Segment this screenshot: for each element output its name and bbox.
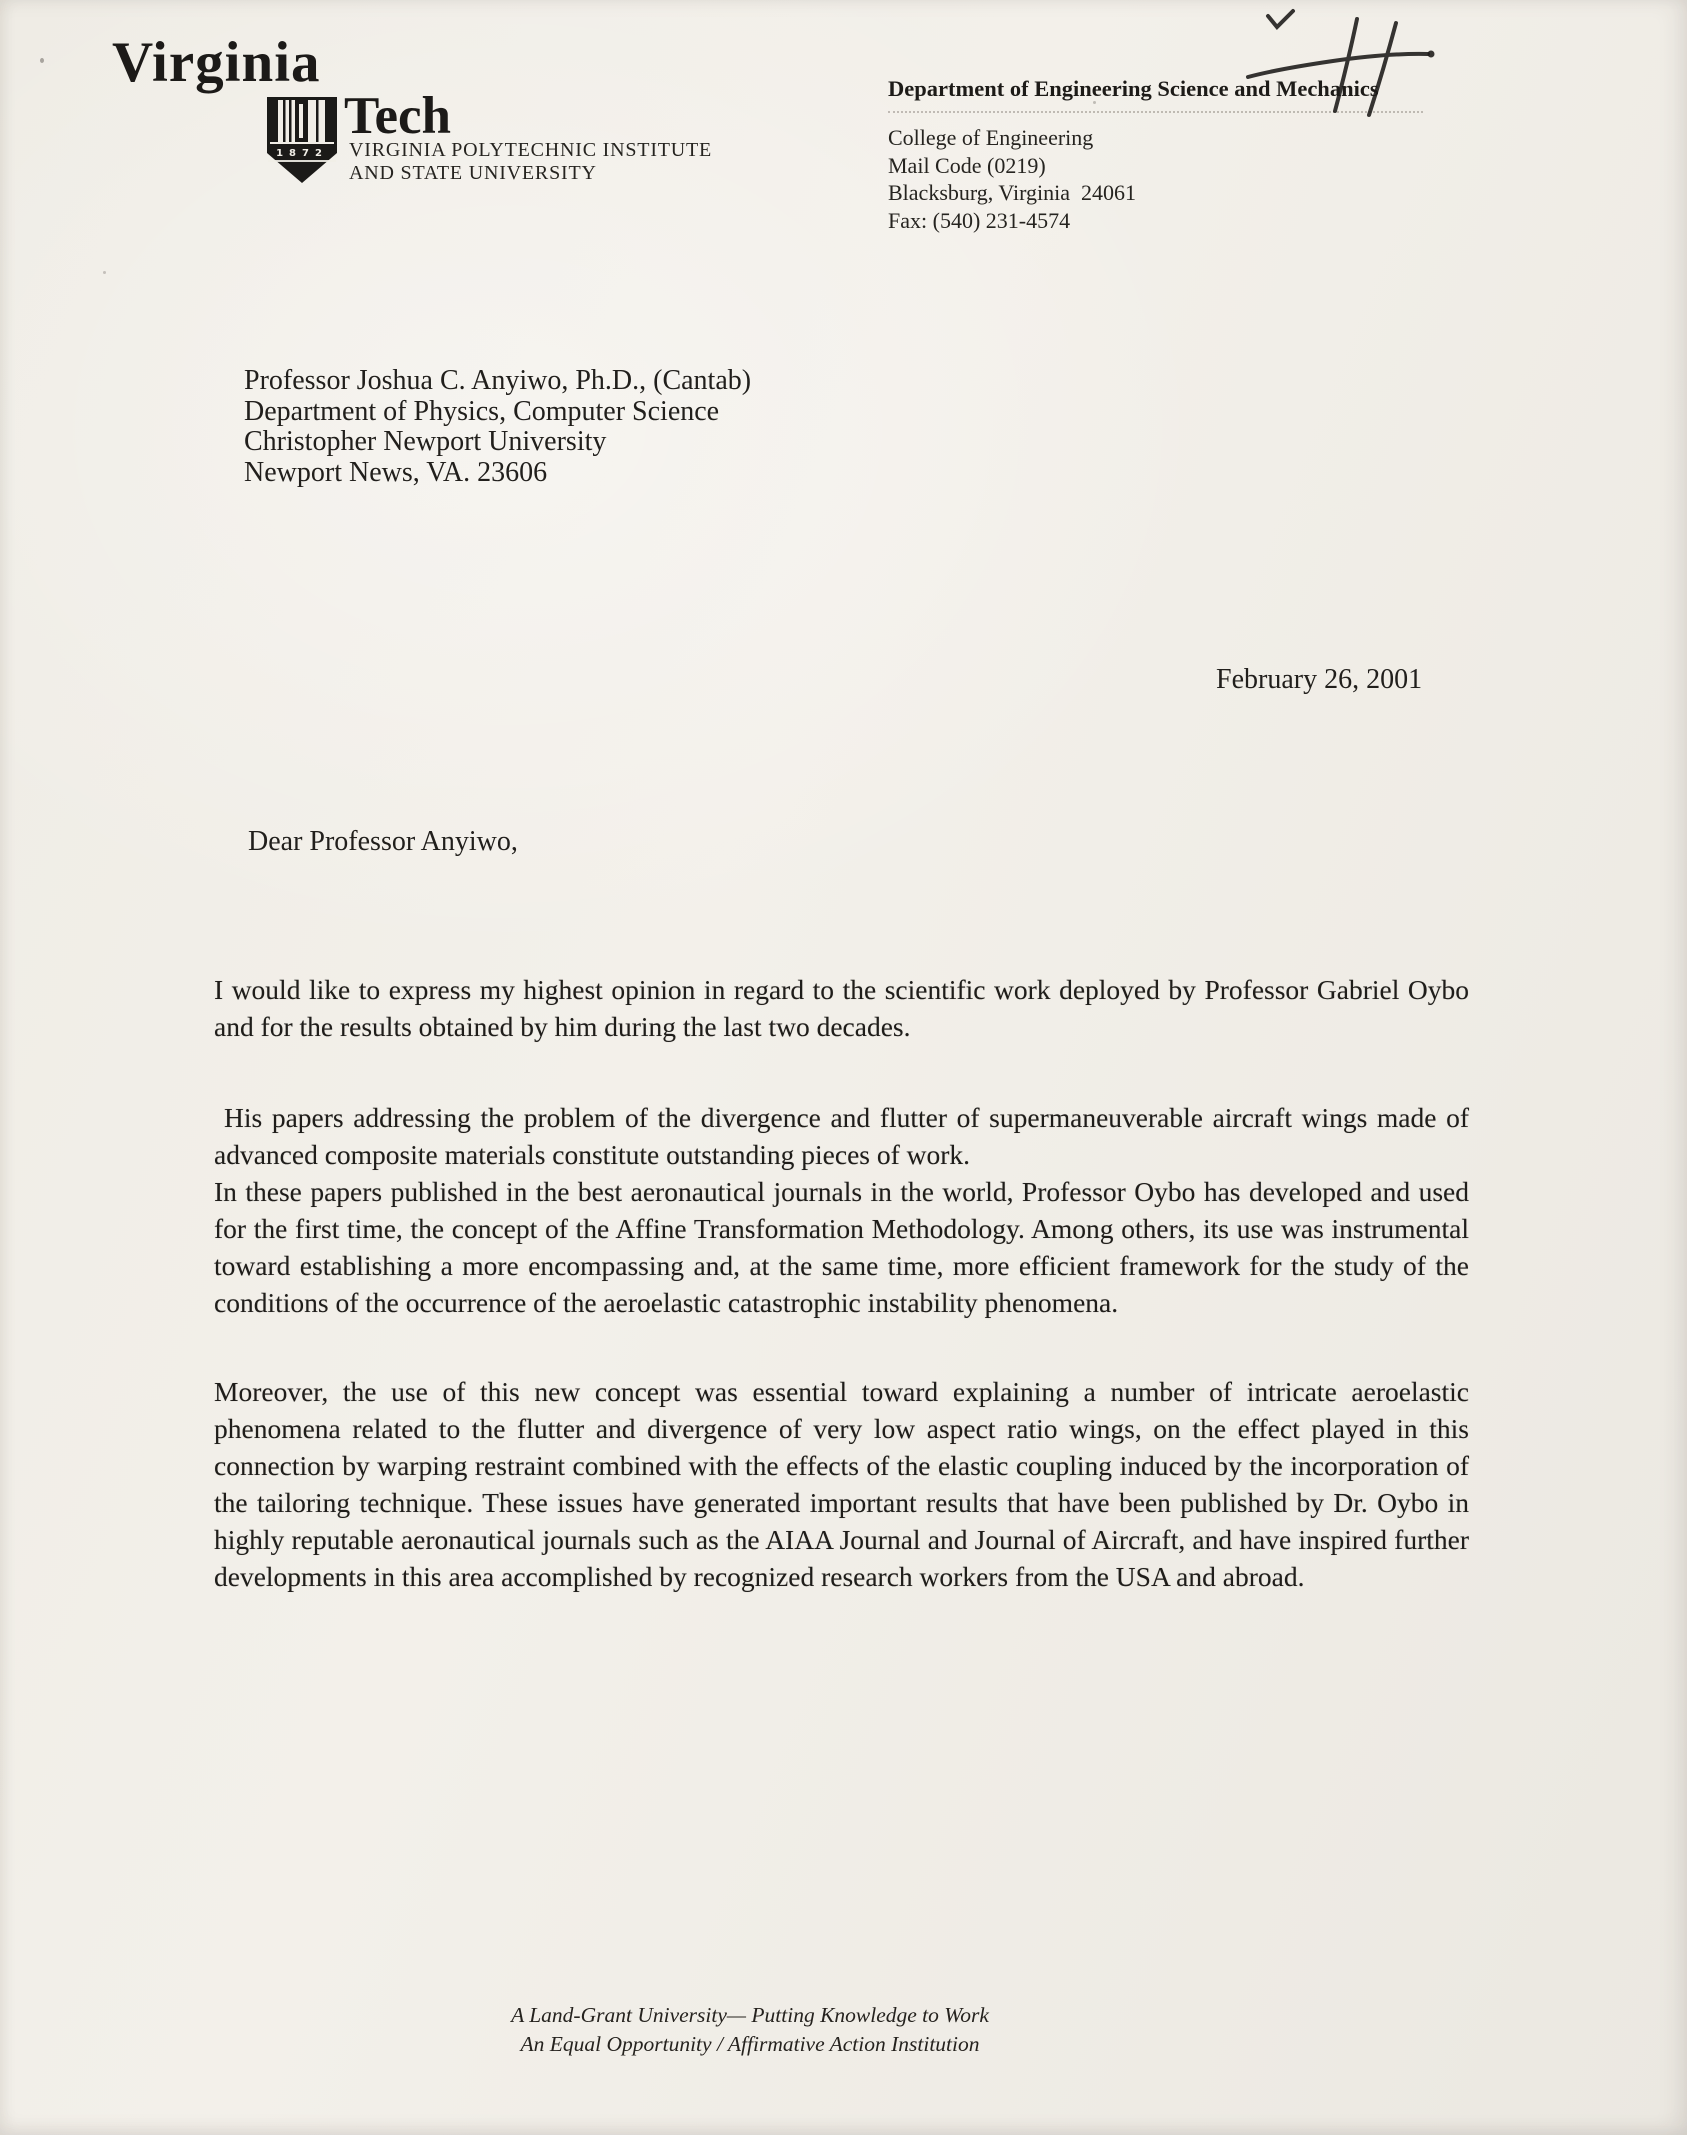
- tech-wordmark: Tech: [344, 87, 452, 145]
- letter-date: February 26, 2001: [1216, 664, 1423, 695]
- city-line: Blacksburg, Virginia 24061: [888, 180, 1137, 205]
- salutation: Dear Professor Anyiwo,: [248, 826, 518, 857]
- letter-body: [214, 971, 1469, 1595]
- university-subtitle: [349, 139, 712, 185]
- virginia-wordmark: Virginia: [112, 31, 321, 94]
- mail-code-line: Mail Code (0219): [888, 152, 1046, 178]
- body-paragraph-1: I would like to express my highest opinion in regard to the scientific work deployed by Professor Gabriel Oybo and for the results obtained by him during the last two decades.: [214, 974, 1469, 1042]
- fax-line: Fax: (540) 231-4574: [888, 207, 1071, 233]
- scan-speck: [40, 58, 44, 63]
- recipient-name: Professor Joshua C. Anyiwo, Ph.D., (Cantab): [244, 365, 752, 396]
- recipient-department: Department of Physics, Computer Science: [244, 395, 720, 427]
- college-line: College of Engineering: [888, 125, 1094, 150]
- footer-line2: An Equal Opportunity / Affirmative Action Institution: [520, 2031, 980, 2056]
- body-paragraph-3: In these papers published in the best aeronautical journals in the world, Professor Oybo has developed and used for the first time, the concept of the Affine Transformation Methodology. Among others, its use was instrumental toward establishing a more encompassing and, at the same time, more efficient framework for the study of the conditions of the occurrence of the aeroelastic catastrophic instability phenomena.: [214, 1176, 1469, 1318]
- recipient-address: [244, 366, 751, 488]
- letter-footer: [500, 2001, 1000, 2058]
- university-subtitle-line1: VIRGINIA POLYTECHNIC INSTITUTE: [349, 139, 713, 161]
- shield-year-label: 1872: [276, 148, 328, 159]
- university-subtitle-line2: AND STATE UNIVERSITY: [349, 162, 597, 184]
- body-paragraph-2: His papers addressing the problem of the divergence and flutter of supermaneuverable aircraft wings made of advanced composite materials constitute outstanding pieces of work.: [214, 1102, 1469, 1170]
- handwritten-hash-mark-icon: [1238, 2, 1458, 128]
- body-paragraph-4: Moreover, the use of this new concept was essential toward explaining a number of intricate aeroelastic phenomena related to the flutter and divergence of very low aspect ratio wings, on the effect played in this connection by warping restraint combined with the effects of the elastic coupling induced by the incorporation of the tailoring technique. These issues have generated important results that have been published by Dr. Oybo in highly reputable aeronautical journals such as the AIAA Journal and Journal of Aircraft, and have inspired further developments in this area accomplished by recognized research workers from the USA and abroad.: [214, 1376, 1469, 1592]
- vt-shield-icon: [266, 96, 338, 184]
- department-title: Department of Engineering Science and Mechanics: [888, 76, 1379, 101]
- scan-speck: [1093, 101, 1096, 104]
- footer-line1: A Land-Grant University— Putting Knowledge to Work: [511, 2003, 989, 2027]
- recipient-university: Christopher Newport University: [244, 426, 607, 457]
- recipient-city: Newport News, VA. 23606: [244, 456, 548, 488]
- scan-speck: [103, 271, 106, 274]
